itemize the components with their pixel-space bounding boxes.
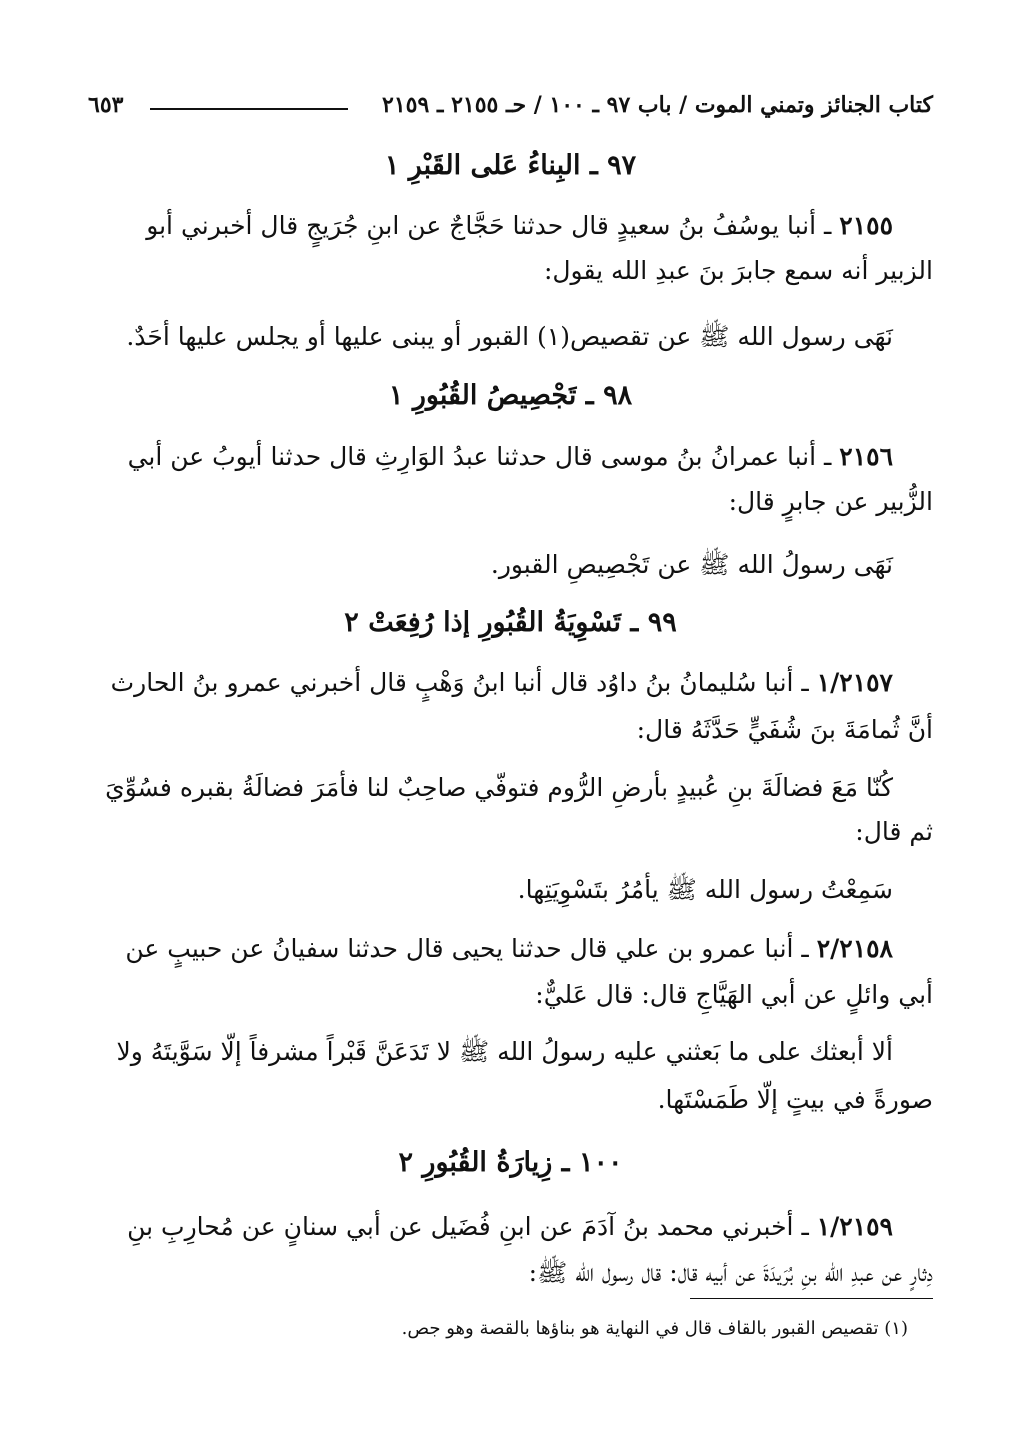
hadith-2155-matn: نَهَى رسول الله ﷺ عن تقصيص(١) القبور أو يبنى عليها أو يجلس عليها أحَدٌ. [126,322,893,351]
hadith-2157-line-1 [88,663,933,703]
hadith-text: ـ أنبا سُليمانُ بنُ داوُد قال أنبا ابنُ وَهْبٍ قال أخبرني عمرو بنُ الحارث [110,668,817,697]
hadith-2157-matn: سَمِعْتُ رسول الله ﷺ يأمُرُ بتَسْوِيَتِها. [517,875,893,904]
footnote: (١) تقصيص القبور بالقاف قال في النهاية هو بناؤها بالقصة وهو جص. [401,1318,908,1339]
hadith-2156-line-2: الزُّبير عن جابرٍ قال: [728,487,933,516]
hadith-2156-line-1 [88,437,933,477]
hadith-2158-line-3: ألا أبعثك على ما بَعثني عليه رسولُ الله ﷺ لا تَدَعَنَّ قَبْراً مشرفاً إلّا سَوَّيتَهُ ولا [116,1037,893,1066]
hadith-text: ـ أنبا عمرانُ بنُ موسى قال حدثنا عبدُ الوَارِثِ قال حدثنا أيوبُ عن أبي [127,442,840,471]
hadith-2159-line-2: دِثارٍ عن عبدِ الله بنِ بُرَيدَةَ عن أبيه قال: قال رسول الله ﷺ: [528,1258,933,1287]
section-heading-98: ٩٨ ـ تَجْصِيصُ القُبُورِ ١ [388,380,633,411]
hadith-2155-line-1 [88,206,933,246]
hadith-2156-matn: نَهَى رسولُ الله ﷺ عن تَجْصِيصِ القبور. [490,550,893,579]
section-heading-97: ٩٧ ـ البِناءُ عَلى القَبْرِ ١ [384,150,637,181]
section-heading-99: ٩٩ ـ تَسْوِيَةُ القُبُورِ إذا رُفِعَتْ ٢ [344,607,677,638]
header-rule [150,108,348,110]
hadith-text: ـ أنبا عمرو بن علي قال حدثنا يحيى قال حدثنا سفيانُ عن حبيبٍ عن [125,934,817,963]
hadith-2157-line-4: ثم قال: [855,817,933,846]
hadith-text: ـ أخبرني محمد بنُ آدَمَ عن ابنِ فُضَيل عن أبي سنانٍ عن مُحارِبِ بنِ [127,1212,817,1241]
section-heading-100: ١٠٠ ـ زِيارَةُ القُبُورِ ٢ [398,1147,623,1178]
hadith-2158-line-2: أبي وائلٍ عن أبي الهَيَّاجِ قال: قال عَليٌّ: [535,980,933,1009]
hadith-text: ـ أنبا يوسُفُ بنُ سعيدٍ قال حدثنا حَجَّاجٌ عن ابنِ جُرَيجٍ قال أخبرني أبو [146,211,840,240]
hadith-number: ١/٢١٥٧ [816,668,893,697]
hadith-number: ٢/٢١٥٨ [816,934,893,963]
hadith-2158-line-4: صورةً في بيتٍ إلّا طَمَسْتَها. [657,1085,933,1114]
footnote-rule [690,1298,933,1299]
hadith-number: ٢١٥٦ [839,442,893,471]
hadith-2155-line-2: الزبير أنه سمع جابرَ بنَ عبدِ الله يقول: [543,256,933,285]
hadith-2157-line-3: كُنّا مَعَ فضالَةَ بنِ عُبيدٍ بأرضِ الرُّوم فتوفّي صاحِبٌ لنا فأمَرَ فضالَةُ بقبره فسُوِّيَ [105,773,893,802]
hadith-number: ٢١٥٥ [839,211,893,240]
hadith-2157-line-2: أنَّ ثُمامَةَ بنَ شُفَيٍّ حَدَّثَهُ قال: [636,715,933,744]
header-title: كتاب الجنائز وتمني الموت / باب ٩٧ ـ ١٠٠ / حـ ٢١٥٥ ـ ٢١٥٩ [382,92,933,118]
hadith-2158-line-1 [88,929,933,969]
hadith-2159-line-1 [88,1207,933,1247]
hadith-number: ١/٢١٥٩ [816,1212,893,1241]
page-number: ٦٥٣ [88,92,124,118]
running-header [88,86,933,122]
